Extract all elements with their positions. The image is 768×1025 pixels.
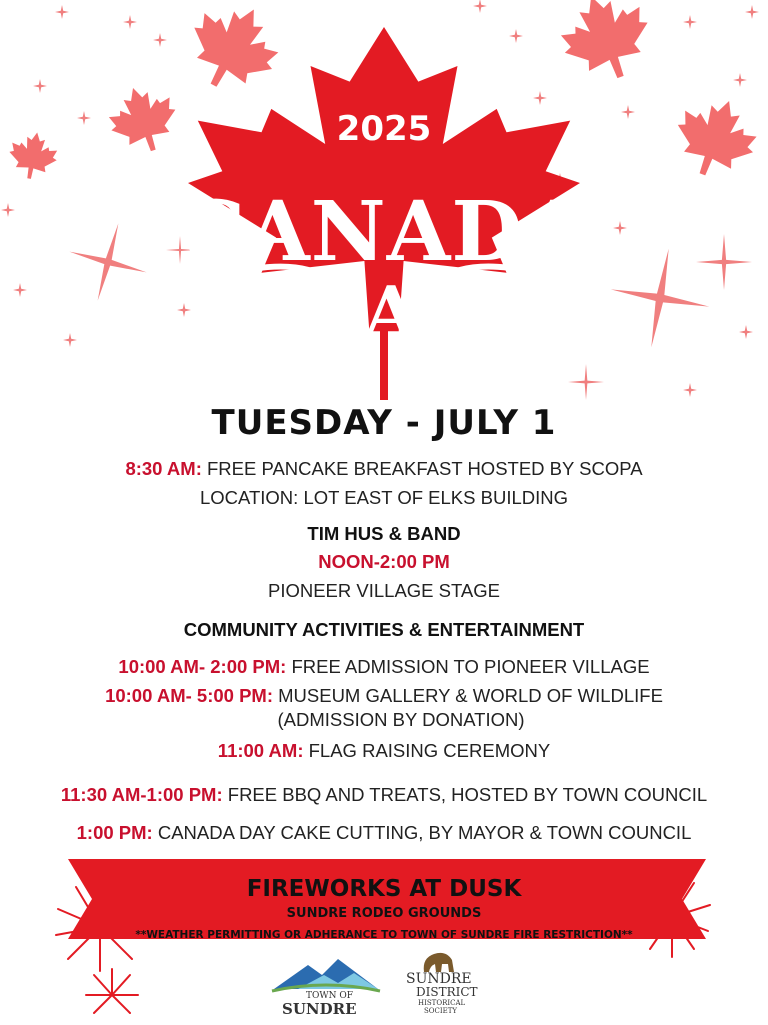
- breakfast-text: FREE PANCAKE BREAKFAST HOSTED BY SCOPA: [207, 458, 643, 479]
- activity-item: [0, 784, 768, 806]
- activity-subtext: (ADMISSION BY DONATION): [277, 709, 525, 730]
- banner-note: **WEATHER PERMITTING OR ADHERANCE TO TOWN OF SUNDRE FIRE RESTRICTION**: [135, 929, 633, 941]
- maple-leaf-icon: [101, 78, 185, 161]
- historical-society-logo: [404, 950, 488, 1022]
- breakfast-time: 8:30 AM:: [125, 458, 202, 479]
- activity-time: 1:00 PM:: [76, 822, 153, 843]
- title-day: DAY: [300, 270, 468, 355]
- activity-time: 11:30 AM-1:00 PM:: [60, 784, 223, 805]
- band-venue: PIONEER VILLAGE STAGE: [267, 580, 500, 601]
- header-graphic: [0, 0, 768, 405]
- banner-title: FIREWORKS AT DUSK: [246, 876, 522, 902]
- activity-item: [0, 740, 768, 762]
- activity-time: 10:00 AM- 5:00 PM:: [105, 685, 273, 706]
- date-heading: TUESDAY - JULY 1: [211, 403, 557, 443]
- activity-item: [0, 685, 768, 707]
- society-logo-line4: SOCIETY: [424, 1007, 458, 1015]
- society-logo-line2: DISTRICT: [416, 985, 478, 999]
- band-name: TIM HUS & BAND: [307, 523, 461, 544]
- society-logo-line3: HISTORICAL: [418, 999, 466, 1007]
- society-logo-line1: SUNDRE: [406, 971, 472, 987]
- banner-subtitle: SUNDRE RODEO GROUNDS: [286, 906, 482, 921]
- mountain-logo-icon: [268, 955, 384, 995]
- breakfast-line: [0, 458, 768, 480]
- year-text: 2025: [336, 109, 432, 149]
- town-logo-small: TOWN OF: [306, 991, 353, 1001]
- maple-leaf-icon: [5, 128, 60, 182]
- maple-leaf-icon: [550, 0, 662, 92]
- activities-heading: COMMUNITY ACTIVITIES & ENTERTAINMENT: [183, 619, 585, 640]
- activity-text: FREE ADMISSION TO PIONEER VILLAGE: [291, 656, 650, 677]
- band-time: NOON-2:00 PM: [318, 551, 450, 572]
- activity-text: FREE BBQ AND TREATS, HOSTED BY TOWN COUNCIL: [227, 784, 708, 805]
- town-logo-name: SUNDRE: [282, 1000, 357, 1018]
- activity-time: 10:00 AM- 2:00 PM:: [118, 656, 287, 677]
- maple-leaf-icon: [665, 87, 767, 188]
- activity-text: FLAG RAISING CEREMONY: [308, 740, 551, 761]
- activity-time: 11:00 AM:: [217, 740, 304, 761]
- town-of-sundre-logo: [268, 955, 384, 1017]
- activity-text: CANADA DAY CAKE CUTTING, BY MAYOR & TOWN COUNCIL: [157, 822, 692, 843]
- activity-item: [0, 656, 768, 678]
- activity-text: MUSEUM GALLERY & WORLD OF WILDLIFE: [278, 685, 663, 706]
- title-canada: CANADA: [179, 184, 589, 280]
- maple-leaf-icon: [175, 0, 293, 106]
- breakfast-location: LOCATION: LOT EAST OF ELKS BUILDING: [199, 487, 569, 508]
- activity-item: [0, 822, 768, 844]
